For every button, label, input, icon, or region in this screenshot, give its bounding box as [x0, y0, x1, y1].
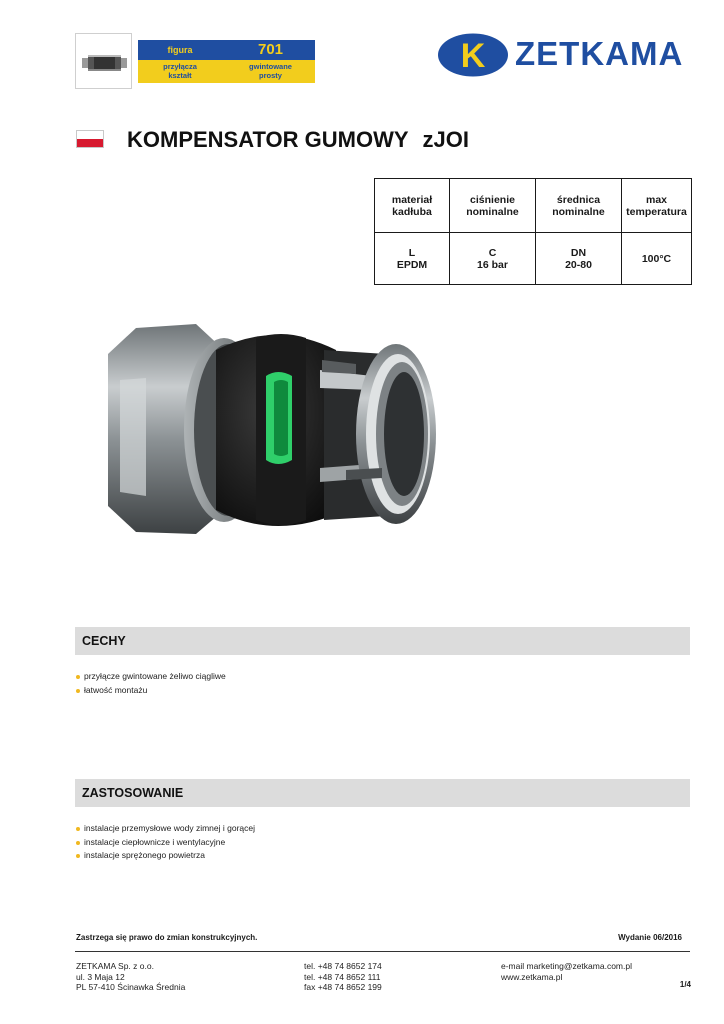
spec-header-row	[375, 179, 692, 233]
zetkama-logo	[437, 33, 692, 77]
list-item-text: przyłącze gwintowane żeliwo ciągliwe	[84, 671, 226, 681]
logo-letter: K	[460, 37, 486, 75]
bullet-icon	[76, 689, 80, 693]
figure-label: figura	[167, 45, 193, 55]
bullet-icon	[76, 841, 80, 845]
connection-label: przyłącza kształt	[163, 62, 197, 80]
list-item-text: instalacje sprężonego powietrza	[84, 850, 205, 860]
list-item-text: łatwość montażu	[84, 684, 148, 695]
spec-value-cell: DN 20-80	[536, 233, 622, 285]
zetkama-logo-icon	[437, 33, 509, 77]
expansion-joint-thumbnail-icon	[76, 34, 133, 90]
applications-list	[76, 822, 255, 863]
figure-badge	[138, 40, 315, 83]
website-link[interactable]: www.zetkama.pl	[501, 971, 563, 982]
logo-wordmark: ZETKAMA	[515, 35, 684, 72]
product-name: KOMPENSATOR GUMOWY	[127, 127, 409, 152]
list-item	[76, 670, 226, 684]
footer-company	[76, 961, 185, 993]
list-item	[76, 836, 255, 850]
spec-table	[374, 178, 692, 285]
spec-header-cell: ciśnienie nominalne	[450, 179, 536, 233]
spec-header-cell: średnica nominalne	[536, 179, 622, 233]
fax: fax +48 74 8652 199	[304, 982, 382, 992]
rubber-compensator-cutaway-icon	[106, 320, 442, 544]
bullet-icon	[76, 675, 80, 679]
bullet-icon	[76, 854, 80, 858]
spec-value-cell: 100°C	[622, 233, 692, 285]
list-item	[76, 822, 255, 836]
product-code: zJOI	[422, 127, 469, 152]
company-name: ZETKAMA Sp. z o.o.	[76, 961, 154, 971]
list-item-text: instalacje ciepłownicze i wentylacyjne	[84, 836, 226, 847]
features-list	[76, 670, 226, 697]
page-title	[127, 127, 469, 153]
list-item	[76, 849, 255, 863]
list-item	[76, 684, 226, 698]
company-city: PL 57-410 Ścinawka Średnia	[76, 982, 186, 992]
section-bar-features	[75, 627, 690, 655]
page-number: 1/4	[679, 980, 691, 989]
poland-flag-icon	[76, 130, 104, 148]
footer-phones	[304, 961, 382, 993]
spec-value-cell: L EPDM	[375, 233, 450, 285]
spec-header-cell: materiał kadłuba	[375, 179, 450, 233]
figure-number: 701	[257, 41, 284, 58]
connection-value: gwintowane prosty	[249, 62, 292, 80]
product-thumbnail	[75, 33, 132, 89]
section-title: ZASTOSOWANIE	[82, 786, 184, 800]
spec-value-row	[375, 233, 692, 285]
bullet-icon	[76, 827, 80, 831]
list-item-text: instalacje przemysłowe wody zimnej i gorącej	[84, 823, 256, 833]
section-bar-applications	[75, 779, 690, 807]
phone-1: tel. +48 74 8652 174	[304, 961, 382, 971]
email-link[interactable]: e-mail marketing@zetkama.com.pl	[501, 961, 632, 971]
reserve-note: Zastrzega się prawo do zmian konstrukcyjnych.	[76, 933, 258, 942]
section-title: CECHY	[82, 634, 126, 648]
company-street: ul. 3 Maja 12	[76, 971, 125, 982]
product-image	[106, 320, 442, 544]
edition-label: Wydanie 06/2016	[618, 933, 682, 942]
phone-2: tel. +48 74 8652 111	[304, 971, 381, 982]
footer-contact	[501, 961, 632, 982]
spec-value-cell: C 16 bar	[450, 233, 536, 285]
footer-divider	[75, 951, 690, 952]
spec-header-cell: max temperatura	[622, 179, 692, 233]
